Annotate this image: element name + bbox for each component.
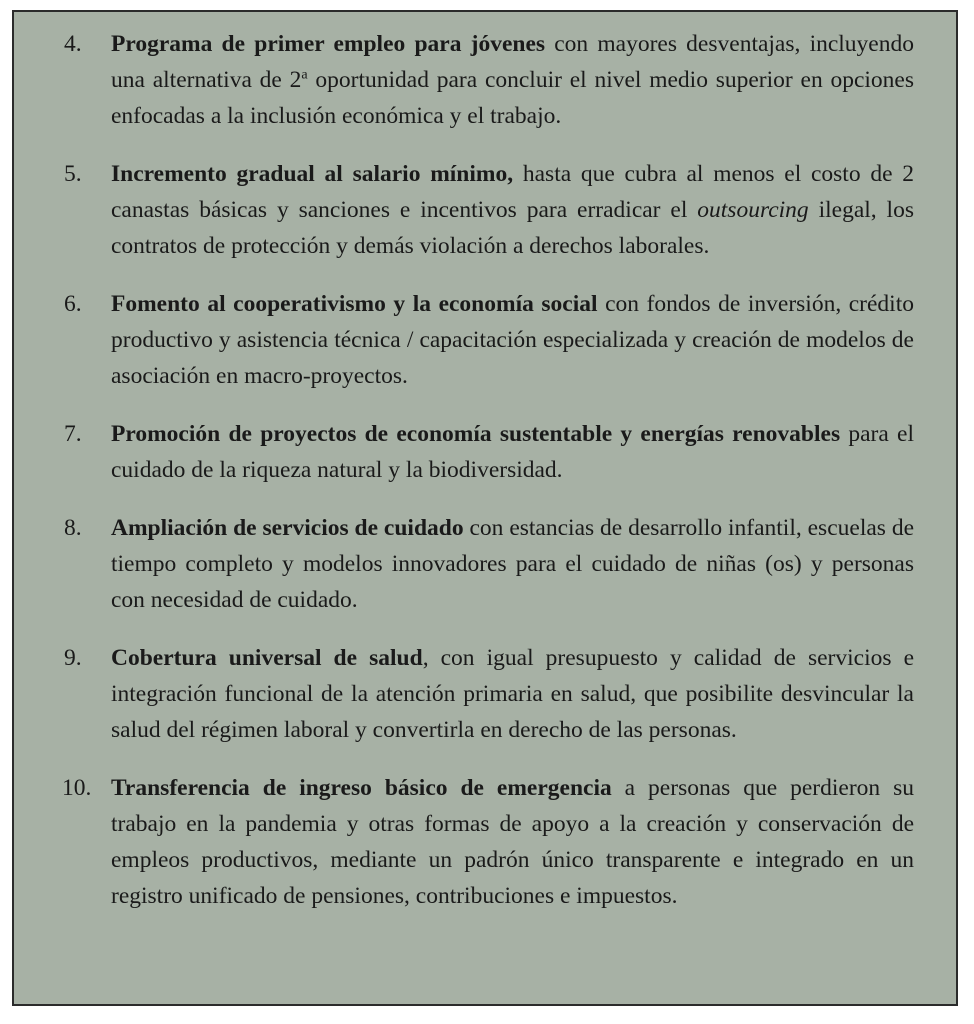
item-lead: Promoción de proyectos de economía sustentable y energías renovables xyxy=(111,421,841,447)
list-item-7 xyxy=(64,416,914,488)
document-box xyxy=(12,10,958,1006)
item-lead: Incremento gradual al salario mínimo, xyxy=(111,161,514,187)
item-text: ilegal, los contratos de protección y demás violación a derechos laborales. xyxy=(111,197,914,259)
item-lead: Programa de primer empleo para jóvenes xyxy=(111,31,546,57)
item-text: con estancias de desarrollo infantil, escuelas de tiempo completo y modelos innovadores para el cuidado de niñas (os) y personas con necesidad de cuidado. xyxy=(111,515,914,613)
list-item-9 xyxy=(64,640,914,748)
item-lead: Fomento al cooperativismo y la economía social xyxy=(111,291,598,317)
item-italic-term: outsourcing xyxy=(697,197,809,223)
item-number: 7. xyxy=(64,421,82,447)
item-text: , con igual presupuesto y calidad de servicios e integración funcional de la atención primaria en salud, que posibilite desvincular la salud del régimen laboral y convertirla en derecho de las personas. xyxy=(111,645,914,743)
item-number: 9. xyxy=(64,645,82,671)
item-number: 5. xyxy=(64,161,82,187)
item-text: con mayores desventajas, incluyendo una alternativa de 2 xyxy=(111,31,914,93)
item-text: oportunidad para concluir el nivel medio superior en opciones enfocadas a la inclusión económica y el trabajo. xyxy=(111,67,915,129)
list-item-10 xyxy=(64,770,914,914)
list-item-4 xyxy=(64,26,914,134)
item-number: 8. xyxy=(64,515,82,541)
item-lead: Ampliación de servicios de cuidado xyxy=(111,515,464,541)
item-text: para el cuidado de la riqueza natural y la biodiversidad. xyxy=(111,421,914,483)
item-number: 10. xyxy=(62,775,92,801)
item-text: con fondos de inversión, crédito productivo y asistencia técnica / capacitación especializada y creación de modelos de asociación en macro-proyectos. xyxy=(111,291,914,389)
list-item-5 xyxy=(64,156,914,264)
item-lead: Cobertura universal de salud xyxy=(111,645,423,671)
ordinal-superscript: a xyxy=(301,66,308,83)
item-lead: Transferencia de ingreso básico de emergencia xyxy=(111,775,612,801)
item-text: a personas que perdieron su trabajo en la pandemia y otras formas de apoyo a la creación y conservación de empleos productivos, mediante un padrón único transparente e integrado en un registro unificado de pensiones, contribuciones e impuestos. xyxy=(111,775,915,909)
item-text: hasta que cubra al menos el costo de 2 canastas básicas y sanciones e incentivos para erradicar el xyxy=(111,161,914,223)
item-number: 6. xyxy=(64,291,82,317)
list-item-8 xyxy=(64,510,914,618)
list-item-6 xyxy=(64,286,914,394)
proposal-list xyxy=(64,26,914,936)
item-number: 4. xyxy=(64,31,82,57)
